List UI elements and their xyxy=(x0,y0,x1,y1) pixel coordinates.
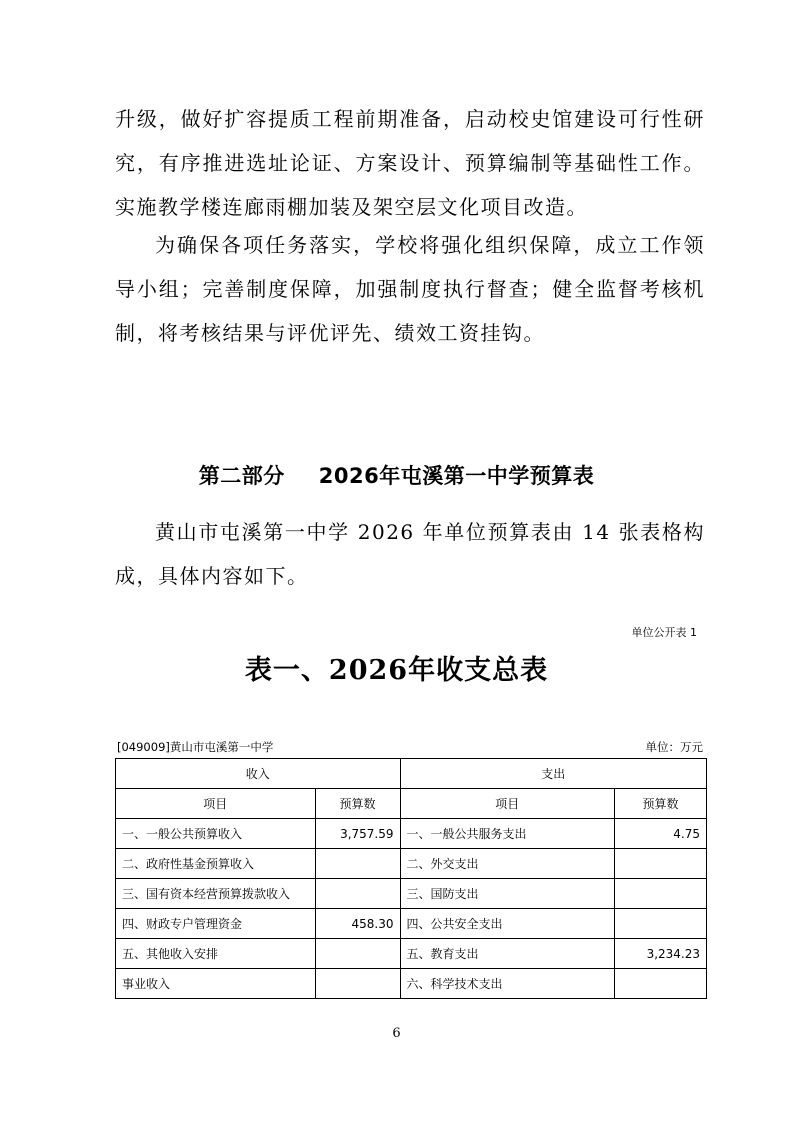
income-item: 五、其他收入安排 xyxy=(116,939,316,969)
expense-value: 4.75 xyxy=(615,819,707,849)
section-title-text: 2026年屯溪第一中学预算表 xyxy=(318,464,595,488)
table-row xyxy=(116,819,707,849)
expense-item: 五、教育支出 xyxy=(400,939,615,969)
expense-item: 四、公共安全支出 xyxy=(400,909,615,939)
income-item: 三、国有资本经营预算拨款收入 xyxy=(116,879,316,909)
expense-value xyxy=(615,969,707,999)
income-item: 事业收入 xyxy=(116,969,316,999)
income-value xyxy=(315,939,400,969)
income-value: 3,757.59 xyxy=(315,819,400,849)
section-intro: 黄山市屯溪第一中学 2026 年单位预算表由 14 张表格构成，具体内容如下。 xyxy=(115,520,705,588)
unit-label: 单位：万元 xyxy=(645,740,703,754)
table-row xyxy=(116,969,707,999)
table-meta xyxy=(115,739,705,755)
header-expense: 支出 xyxy=(400,759,707,789)
table-row xyxy=(116,879,707,909)
income-value xyxy=(315,879,400,909)
table-header-row-1 xyxy=(116,759,707,789)
income-value xyxy=(315,969,400,999)
section-part-label: 第二部分 xyxy=(198,464,285,488)
income-value xyxy=(315,849,400,879)
expense-item: 三、国防支出 xyxy=(400,879,615,909)
expense-item: 一、一般公共服务支出 xyxy=(400,819,615,849)
expense-item: 六、科学技术支出 xyxy=(400,969,615,999)
budget-summary-table xyxy=(115,758,707,999)
income-value: 458.30 xyxy=(315,909,400,939)
expense-item: 二、外交支出 xyxy=(400,849,615,879)
expense-value: 3,234.23 xyxy=(615,939,707,969)
expense-value xyxy=(615,849,707,879)
table-header-row-2 xyxy=(116,789,707,819)
income-item: 一、一般公共预算收入 xyxy=(116,819,316,849)
income-item: 二、政府性基金预算收入 xyxy=(116,849,316,879)
header-income-budget: 预算数 xyxy=(315,789,400,819)
table-row xyxy=(116,849,707,879)
header-income: 收入 xyxy=(116,759,401,789)
body-paragraph-1: 升级，做好扩容提质工程前期准备，启动校史馆建设可行性研究，有序推进选址论证、方案设计、预算编制等基础性工作。实施教学楼连廊雨棚加装及架空层文化项目改造。 xyxy=(115,107,705,219)
page-number: 6 xyxy=(392,1026,401,1041)
header-expense-item: 项目 xyxy=(400,789,615,819)
table-number-label: 单位公开表 1 xyxy=(631,626,697,639)
header-expense-budget: 预算数 xyxy=(615,789,707,819)
expense-value xyxy=(615,909,707,939)
table-row xyxy=(116,909,707,939)
organization-code: [049009]黄山市屯溪第一中学 xyxy=(117,740,274,754)
expense-value xyxy=(615,879,707,909)
body-paragraph-2: 为确保各项任务落实，学校将强化组织保障，成立工作领导小组；完善制度保障，加强制度执行督查；健全监督考核机制，将考核结果与评优评先、绩效工资挂钩。 xyxy=(115,233,705,345)
section-title xyxy=(0,460,793,490)
table-row xyxy=(116,939,707,969)
table-title: 表一、2026年收支总表 xyxy=(244,655,549,686)
income-item: 四、财政专户管理资金 xyxy=(116,909,316,939)
header-income-item: 项目 xyxy=(116,789,316,819)
